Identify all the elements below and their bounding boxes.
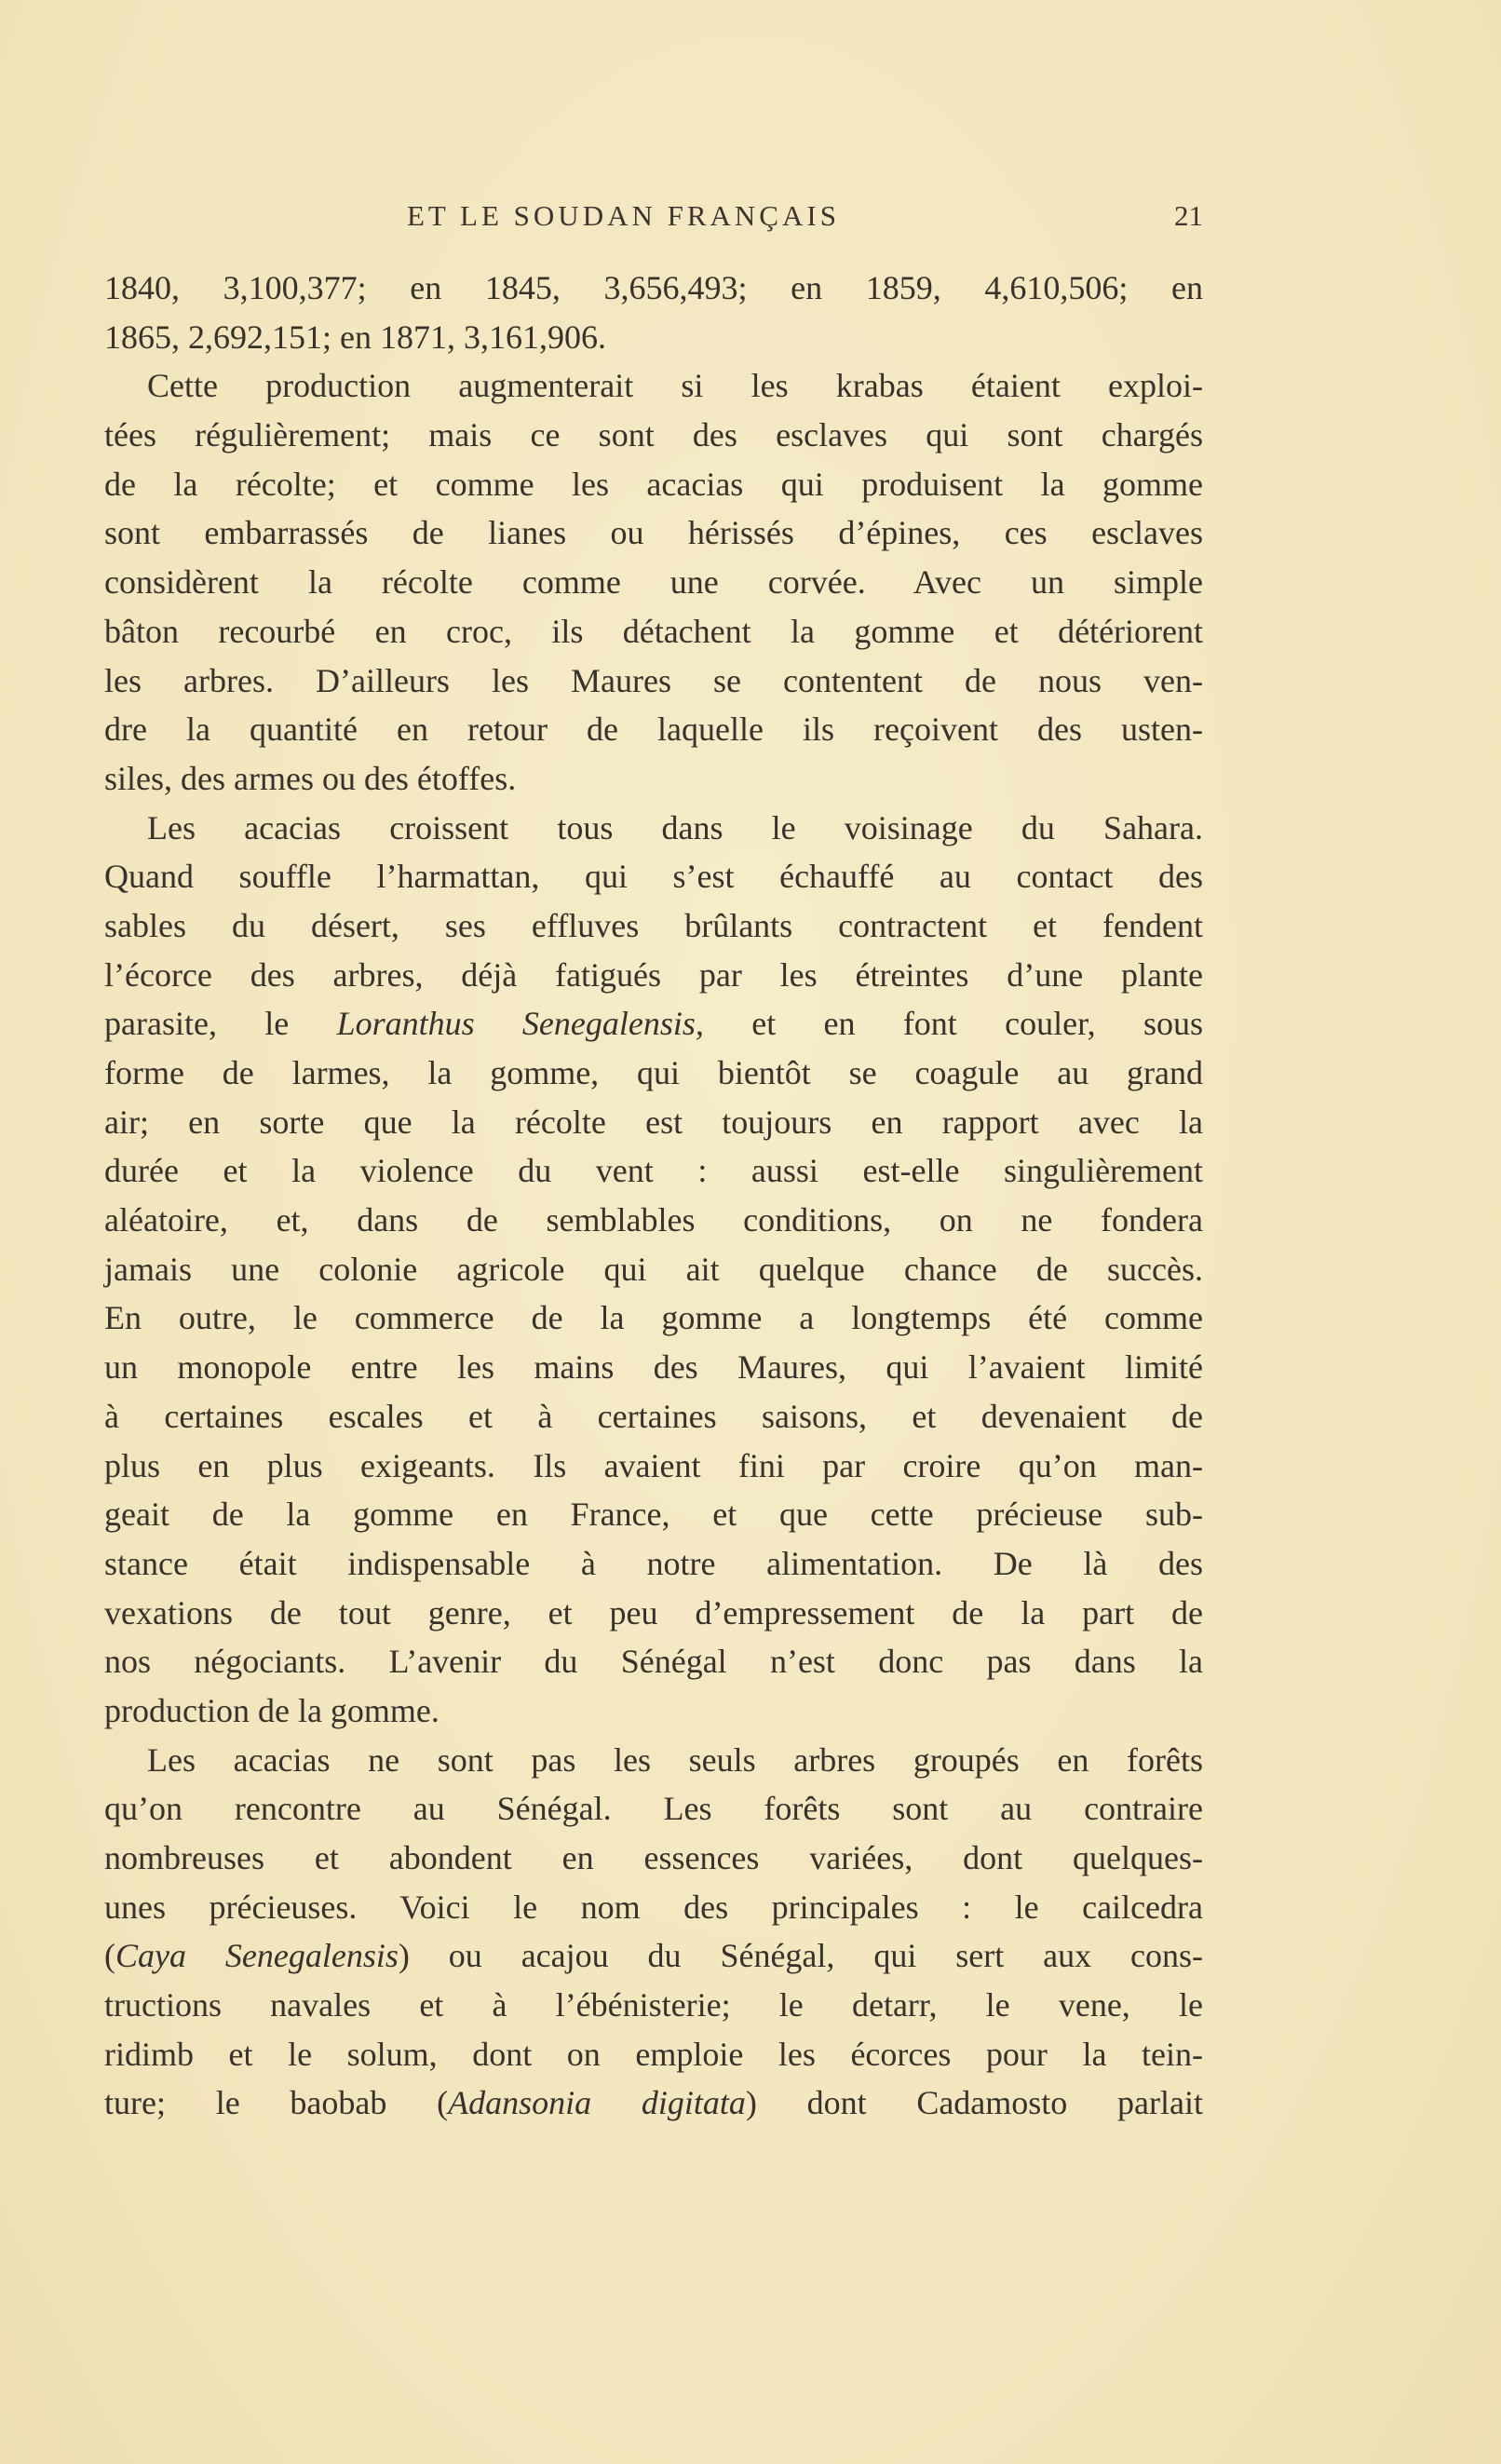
text-line	[104, 1637, 1203, 1686]
text-line	[104, 1146, 1203, 1196]
text-segment: Les acacias croissent tous dans le voisinage du Sahara.	[147, 808, 1203, 846]
text-segment: Les acacias ne sont pas les seuls arbres groupés en forêts	[147, 1740, 1203, 1779]
text-line	[104, 1490, 1203, 1539]
text-line	[104, 1196, 1203, 1245]
text-segment: air; en sorte que la récolte est toujours en rapport avec la	[104, 1103, 1203, 1141]
text-line	[104, 1098, 1203, 1147]
text-segment: ) ou acajou du Sénégal, qui sert aux cons-	[398, 1937, 1204, 1975]
text-segment: plus en plus exigeants. Ils avaient fini par croire qu’on man-	[104, 1446, 1203, 1484]
text-line	[104, 1736, 1203, 1785]
text-segment: dre la quantité en retour de laquelle ils reçoivent des usten-	[104, 711, 1203, 749]
text-line	[104, 1245, 1203, 1294]
text-line	[104, 1589, 1203, 1638]
text-segment: ) dont Cadamosto parlait	[745, 2084, 1203, 2122]
text-segment: Quand souffle l’harmattan, qui s’est échauffé au contact des	[104, 858, 1203, 896]
text-line	[104, 1784, 1203, 1834]
text-line	[104, 2078, 1203, 2128]
text-segment: les arbres. D’ailleurs les Maures se contentent de nous ven-	[104, 661, 1203, 699]
text-segment: tructions navales et à l’ébénisterie; le detarr, le vene, le	[104, 1986, 1203, 2024]
text-line	[104, 1442, 1203, 1491]
text-segment: de la récolte; et comme les acacias qui produisent la gomme	[104, 465, 1203, 503]
text-segment: jamais une colonie agricole qui ait quelque chance de succès.	[104, 1250, 1203, 1288]
text-segment: siles, des armes ou des étoffes.	[104, 759, 517, 797]
text-segment: production de la gomme.	[104, 1691, 439, 1729]
text-segment: un monopole entre les mains des Maures, qui l’avaient limité	[104, 1348, 1203, 1387]
page-number: 21	[1174, 199, 1203, 232]
running-title: ET LE SOUDAN FRANÇAIS	[407, 199, 840, 232]
text-line	[104, 852, 1203, 901]
text-line	[104, 705, 1203, 754]
text-segment: sables du désert, ses effluves brûlants contractent et fendent	[104, 906, 1203, 944]
text-line	[104, 1981, 1203, 2030]
italic-text: Loranthus Senegalensis,	[336, 1005, 704, 1043]
text-line	[104, 901, 1203, 951]
text-segment: ridimb et le solum, dont on emploie les écorces pour la tein-	[104, 2035, 1203, 2073]
text-line	[104, 1834, 1203, 1883]
text-segment: En outre, le commerce de la gomme a longtemps été comme	[104, 1299, 1203, 1337]
text-line	[104, 313, 1203, 362]
text-segment: considèrent la récolte comme une corvée. Avec un simple	[104, 563, 1203, 602]
text-line	[104, 1392, 1203, 1442]
text-line	[104, 411, 1203, 460]
text-line	[104, 361, 1203, 411]
text-line	[104, 1293, 1203, 1343]
text-line	[104, 508, 1203, 558]
text-segment: 1840, 3,100,377; en 1845, 3,656,493; en 1859, 4,610,506; en	[104, 269, 1203, 306]
text-line	[104, 804, 1203, 853]
text-line	[104, 2030, 1203, 2079]
text-segment: tées régulièrement; mais ce sont des esclaves qui sont chargés	[104, 416, 1203, 454]
text-segment: sont embarrassés de lianes ou hérissés d’épines, ces esclaves	[104, 514, 1203, 552]
text-segment: parasite, le	[104, 1005, 337, 1043]
text-segment: Cette production augmenterait si les krabas étaient exploi-	[147, 367, 1203, 405]
text-line	[104, 607, 1203, 657]
text-line	[104, 1686, 1203, 1736]
text-segment: ture; le baobab (	[104, 2084, 449, 2122]
text-segment: l’écorce des arbres, déjà fatigués par les étreintes d’une plante	[104, 955, 1203, 994]
text-segment: bâton recourbé en croc, ils détachent la gomme et détériorent	[104, 612, 1203, 650]
body-text	[104, 264, 1203, 2128]
text-line	[104, 1539, 1203, 1589]
text-segment: et en font couler, sous	[703, 1005, 1203, 1043]
text-segment: qu’on rencontre au Sénégal. Les forêts sont au contraire	[104, 1790, 1203, 1828]
text-segment: vexations de tout genre, et peu d’empressement de la part de	[104, 1593, 1203, 1631]
text-line	[104, 657, 1203, 706]
text-segment: forme de larmes, la gomme, qui bientôt se coagule au grand	[104, 1054, 1203, 1091]
text-segment: nombreuses et abondent en essences variées, dont quelques-	[104, 1839, 1203, 1876]
text-segment: aléatoire, et, dans de semblables conditions, on ne fondera	[104, 1201, 1203, 1239]
text-segment: geait de la gomme en France, et que cette précieuse sub-	[104, 1496, 1203, 1534]
text-line	[104, 460, 1203, 509]
text-segment: à certaines escales et à certaines saisons, et devenaient de	[104, 1397, 1203, 1435]
text-line	[104, 264, 1203, 313]
page-header	[104, 199, 1203, 244]
italic-text: Adansonia digitata	[448, 2084, 746, 2122]
italic-text: Caya Senegalensis	[115, 1937, 399, 1975]
text-line	[104, 1343, 1203, 1392]
text-segment: nos négociants. L’avenir du Sénégal n’est donc pas dans la	[104, 1643, 1203, 1681]
text-line	[104, 1049, 1203, 1098]
text-line	[104, 951, 1203, 1000]
text-line	[104, 558, 1203, 607]
text-segment: unes précieuses. Voici le nom des principales : le cailcedra	[104, 1888, 1203, 1926]
text-segment: durée et la violence du vent : aussi est-elle singulièrement	[104, 1152, 1203, 1190]
text-segment: stance était indispensable à notre alimentation. De là des	[104, 1544, 1203, 1582]
text-segment: 1865, 2,692,151; en 1871, 3,161,906.	[104, 318, 606, 356]
text-segment: (	[104, 1937, 115, 1975]
text-line	[104, 754, 1203, 804]
text-line	[104, 999, 1203, 1049]
text-line	[104, 1931, 1203, 1981]
text-line	[104, 1883, 1203, 1932]
